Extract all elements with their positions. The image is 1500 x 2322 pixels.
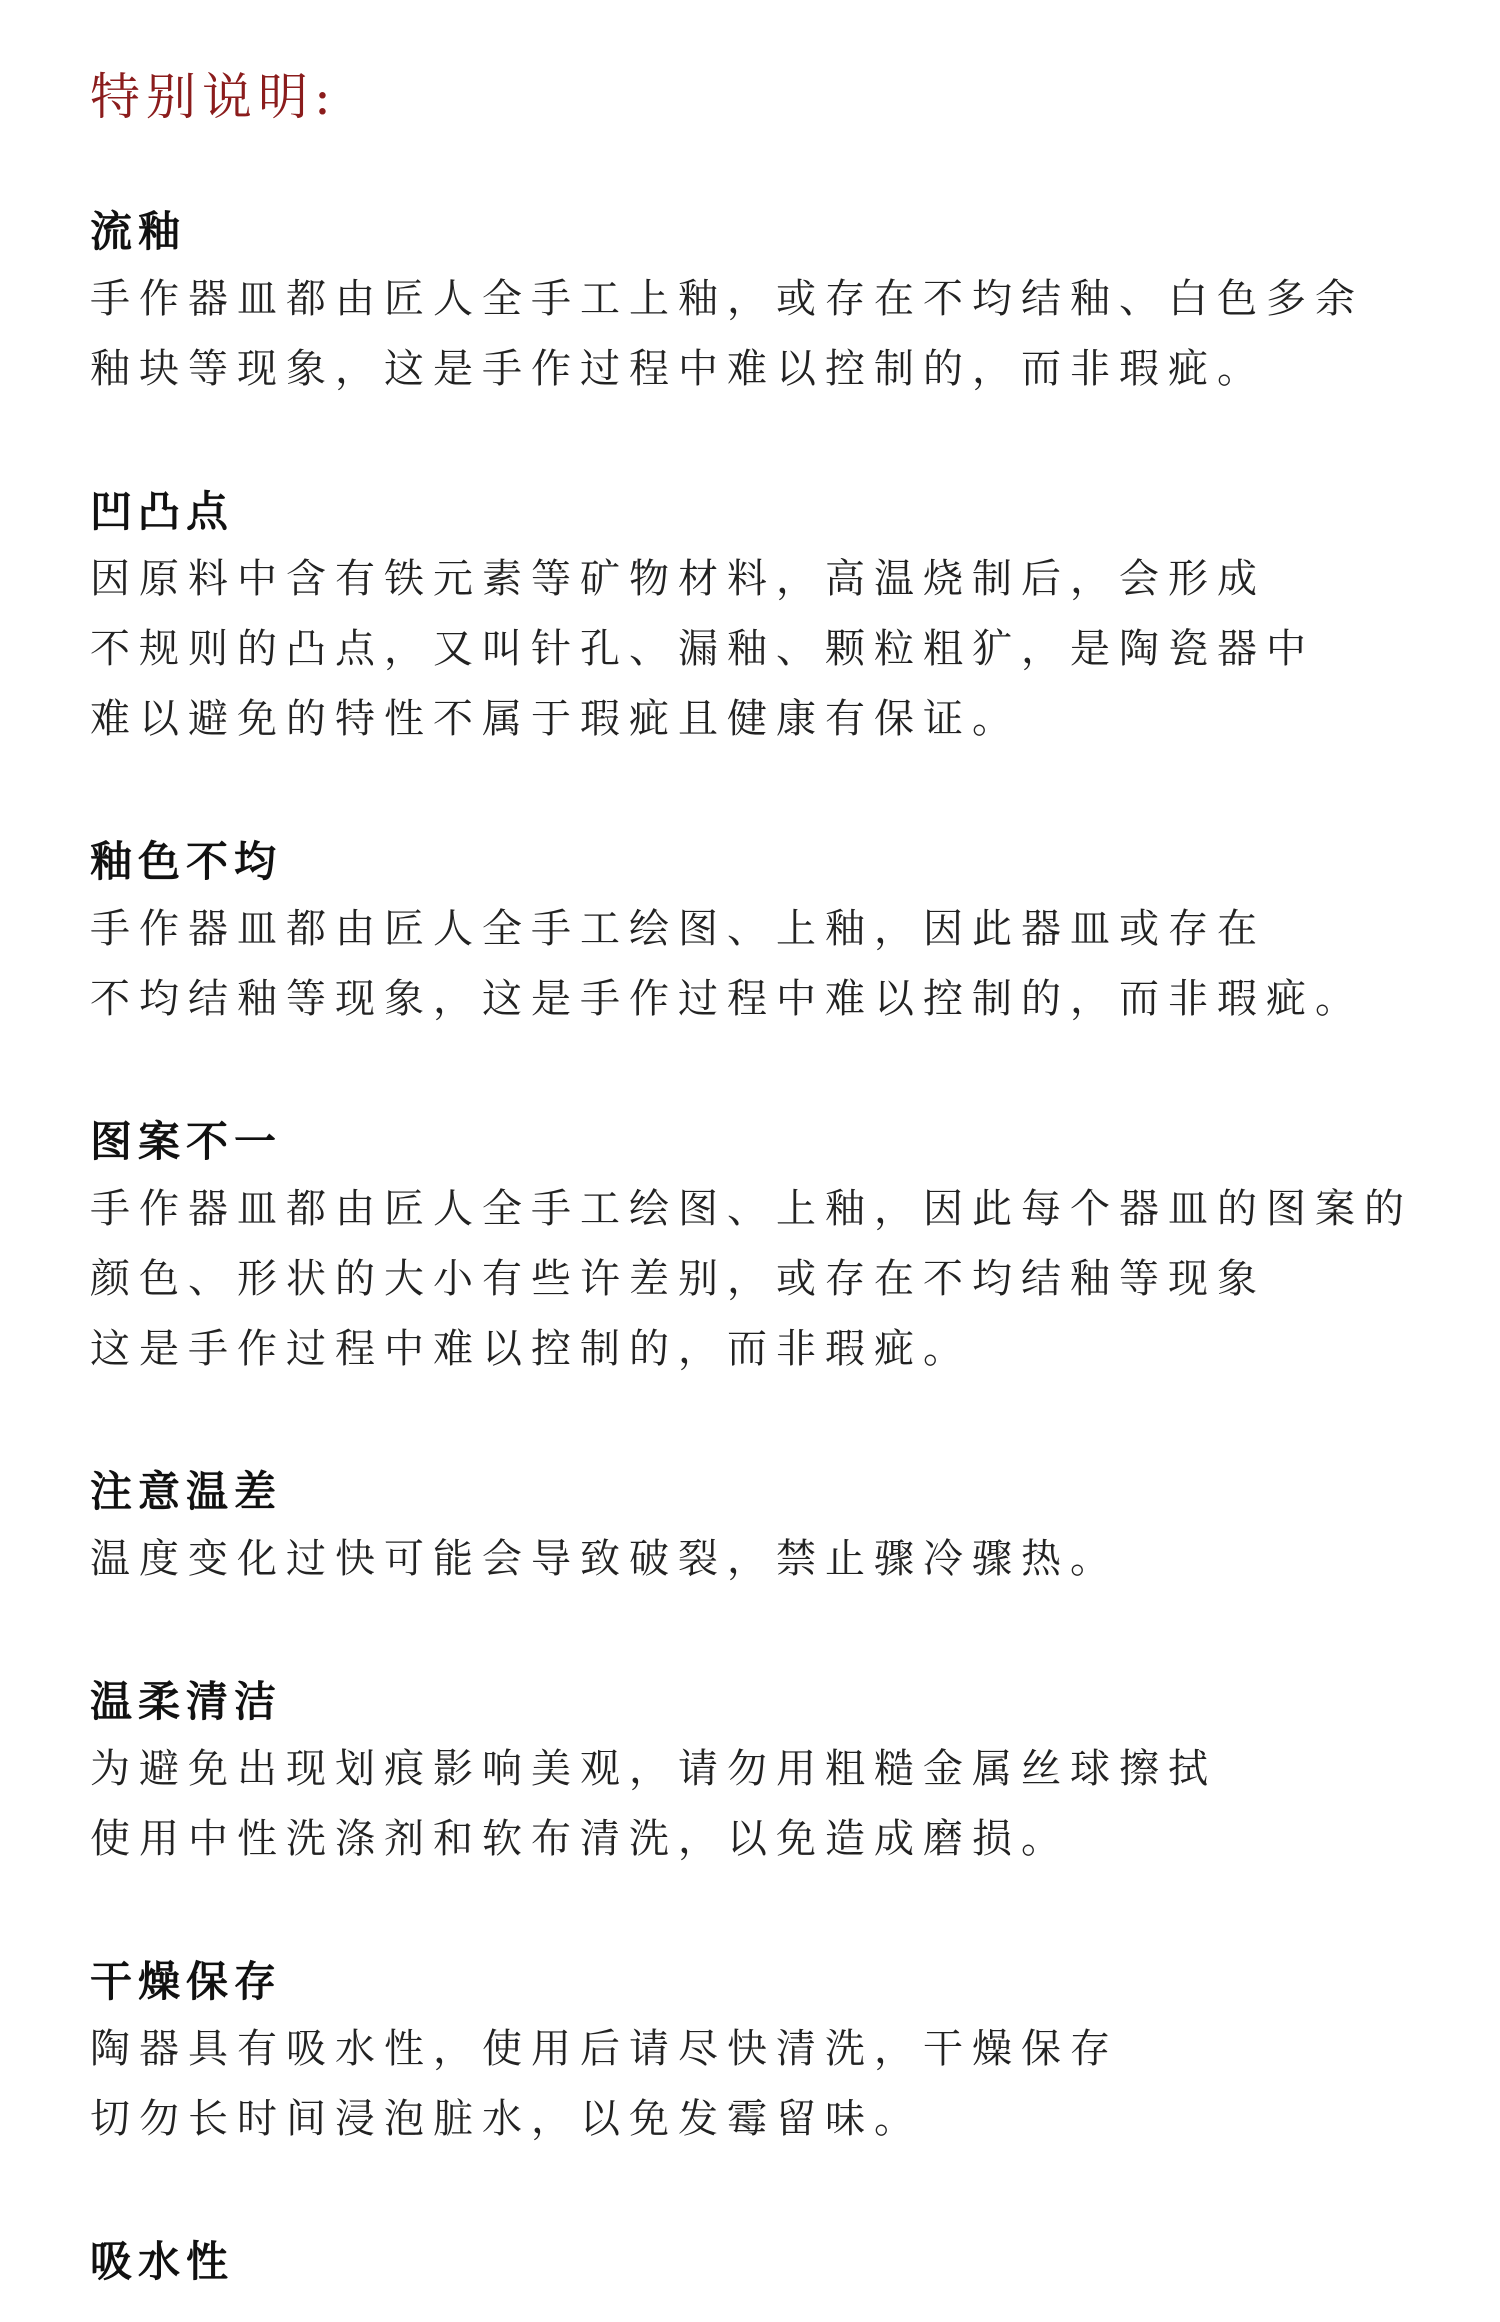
section-text-line: 手作器皿都由匠人全手工绘图、上釉，因此器皿或存在 xyxy=(90,906,1266,952)
section-uneven-glaze xyxy=(90,830,1450,1034)
section-heading: 凹凸点 xyxy=(90,487,235,536)
section-text-line: 不均结釉等现象，这是手作过程中难以控制的，而非瑕疵。 xyxy=(90,976,1364,1022)
section-text-line: 手作器皿都由匠人全手工绘图、上釉，因此每个器皿的图案的 xyxy=(90,1186,1413,1232)
section-text-line: 颜色、形状的大小有些许差别，或存在不均结釉等现象 xyxy=(90,1256,1266,1302)
section-glaze-flow xyxy=(90,200,1450,404)
section-pattern-variation xyxy=(90,1110,1450,1384)
section-temperature xyxy=(90,1460,1450,1594)
section-text-line: 使用中性洗涤剂和软布清洗，以免造成磨损。 xyxy=(90,1816,1070,1862)
section-dry-storage xyxy=(90,1950,1450,2154)
section-text-line: 温度变化过快可能会导致破裂，禁止骤冷骤热。 xyxy=(90,1536,1119,1582)
section-text-line: 手作器皿都由匠人全手工上釉，或存在不均结釉、白色多余 xyxy=(90,276,1364,322)
section-heading: 注意温差 xyxy=(90,1467,283,1516)
section-heading: 图案不一 xyxy=(90,1117,283,1166)
section-text-line: 因原料中含有铁元素等矿物材料，高温烧制后，会形成 xyxy=(90,556,1266,602)
section-text-line: 切勿长时间浸泡脏水，以免发霉留味。 xyxy=(90,2096,923,2142)
section-text-line: 不规则的凸点，又叫针孔、漏釉、颗粒粗犷，是陶瓷器中 xyxy=(90,626,1315,672)
section-text-line: 釉块等现象，这是手作过程中难以控制的，而非瑕疵。 xyxy=(90,346,1266,392)
section-heading: 釉色不均 xyxy=(90,837,283,886)
section-text-line: 为避免出现划痕影响美观，请勿用粗糙金属丝球擦拭 xyxy=(90,1746,1217,1792)
section-heading: 吸水性 xyxy=(90,2237,235,2286)
section-text-line: 陶器具有吸水性，使用后请尽快清洗，干燥保存 xyxy=(90,2026,1119,2072)
section-heading: 温柔清洁 xyxy=(90,1677,283,1726)
section-bumps xyxy=(90,480,1450,754)
section-gentle-cleaning xyxy=(90,1670,1450,1874)
section-text-line: 这是手作过程中难以控制的，而非瑕疵。 xyxy=(90,1326,972,1372)
page-title: 特别说明: xyxy=(90,68,337,126)
section-heading: 流釉 xyxy=(90,207,187,256)
section-heading: 干燥保存 xyxy=(90,1957,283,2006)
section-text-line: 难以避免的特性不属于瑕疵且健康有保证。 xyxy=(90,696,1021,742)
section-water-absorption xyxy=(90,2230,1450,2294)
